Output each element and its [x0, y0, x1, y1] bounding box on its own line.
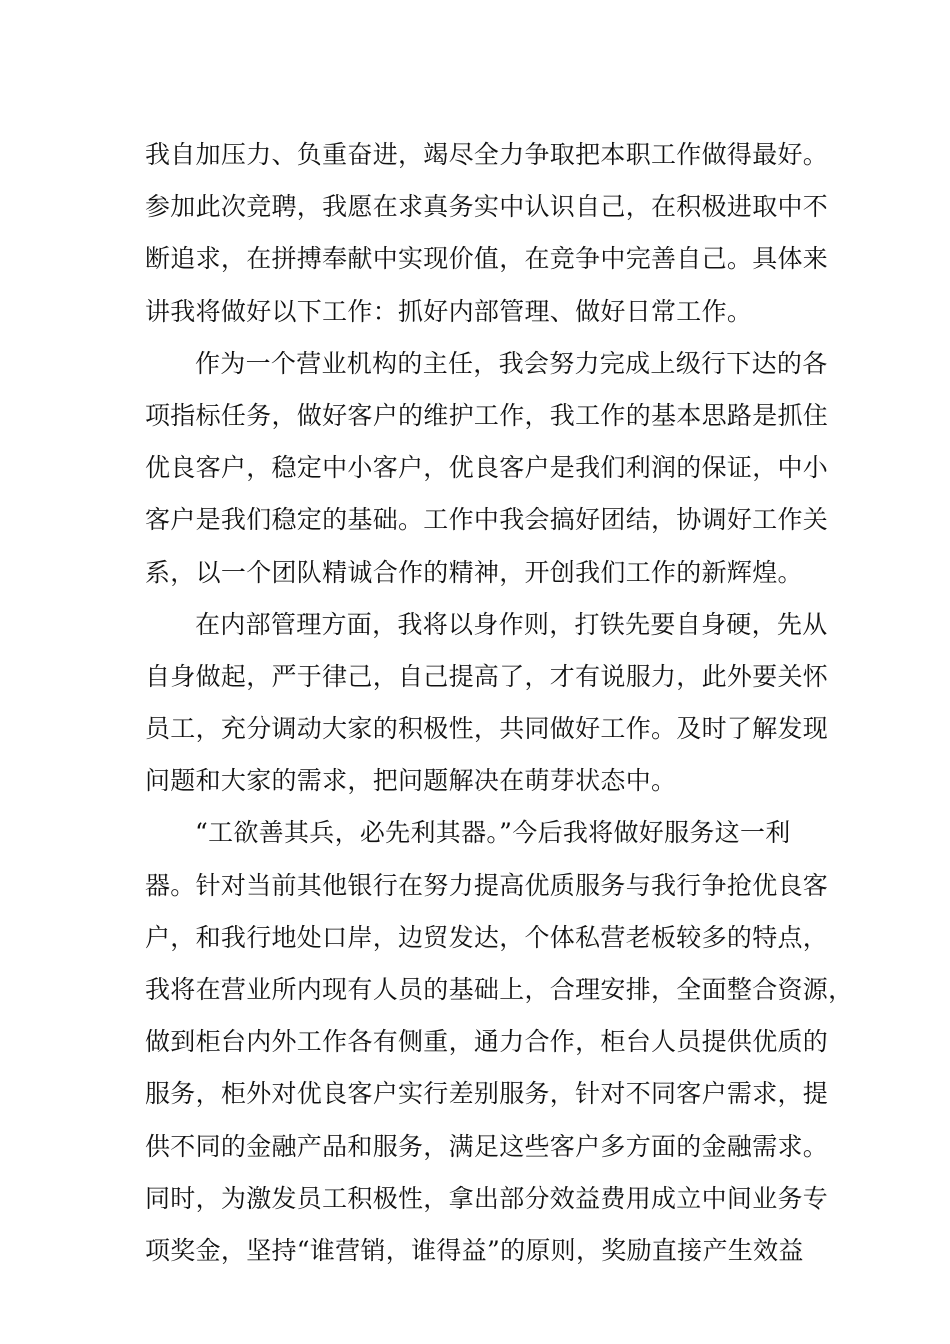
text-line: 器。针对当前其他银行在努力提高优质服务与我行争抢优良客: [145, 870, 829, 900]
paragraph-first-line: 在内部管理方面，我将以身作则，打铁先要自身硬，先从: [195, 609, 828, 639]
text-line: 服务，柜外对优良客户实行差别服务，针对不同客户需求，提: [145, 1079, 829, 1109]
text-line: 问题和大家的需求，把问题解决在萌芽状态中。: [145, 766, 677, 796]
text-line: 优良客户，稳定中小客户，优良客户是我们利润的保证，中小: [145, 453, 829, 483]
text-line: 我自加压力、负重奋进，竭尽全力争取把本职工作做得最好。: [145, 140, 829, 169]
text-line: 做到柜台内外工作各有侧重，通力合作，柜台人员提供优质的: [145, 1027, 829, 1057]
text-line: 断追求，在拼搏奉献中实现价值，在竞争中完善自己。具体来: [145, 244, 829, 274]
body-text: [145, 129, 854, 1277]
text-line: 供不同的金融产品和服务，满足这些客户多方面的金融需求。: [145, 1131, 829, 1161]
text-line: 项奖金，坚持“谁营销，谁得益”的原则，奖励直接产生效益: [145, 1235, 804, 1265]
paragraph-first-line: “工欲善其兵，必先利其器。”今后我将做好服务这一利: [195, 818, 791, 848]
text-line: 我将在营业所内现有人员的基础上，合理安排，全面整合资源，: [145, 975, 854, 1004]
text-line: 参加此次竞聘，我愿在求真务实中认识自己，在积极进取中不: [145, 192, 829, 222]
text-line: 同时，为激发员工积极性，拿出部分效益费用成立中间业务专: [145, 1183, 829, 1213]
text-line: 员工，充分调动大家的积极性，共同做好工作。及时了解发现: [145, 714, 829, 744]
text-line: 自身做起，严于律己，自己提高了，才有说服力，此外要关怀: [145, 661, 829, 691]
text-line: 客户是我们稳定的基础。工作中我会搞好团结，协调好工作关: [145, 505, 829, 535]
text-line: 讲我将做好以下工作：抓好内部管理、做好日常工作。: [145, 296, 753, 326]
text-line: 系，以一个团队精诚合作的精神，开创我们工作的新辉煌。: [145, 557, 803, 587]
paragraph-first-line: 作为一个营业机构的主任，我会努力完成上级行下达的各: [195, 348, 828, 378]
text-line: 项指标任务，做好客户的维护工作，我工作的基本思路是抓住: [145, 400, 829, 430]
text-line: 户，和我行地处口岸，边贸发达，个体私营老板较多的特点，: [145, 922, 829, 952]
